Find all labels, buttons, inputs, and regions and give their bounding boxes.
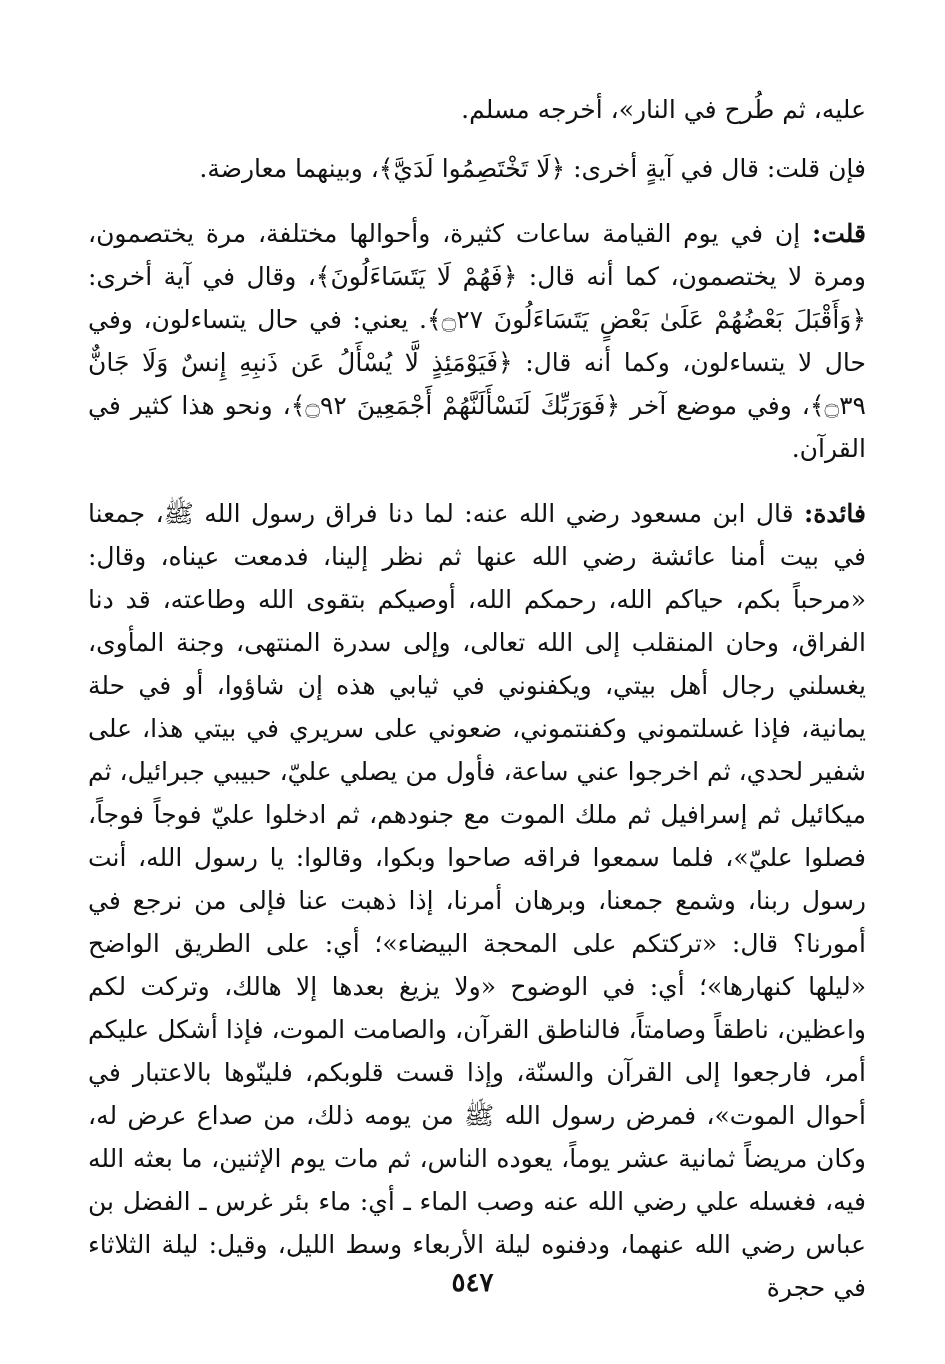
page-body <box>88 88 866 1309</box>
paragraph-2 <box>88 147 866 190</box>
paragraph-3-text: إن في يوم القيامة ساعات كثيرة، وأحوالها مختلفة، مرة يختصمون، ومرة لا يختصمون، كما أنه قال: ﴿فَهُمْ لَا يَتَسَاءَلُونَ﴾، وقال في آية أخرى: ﴿وَأَقْبَلَ بَعْضُهُمْ عَلَىٰ بَعْضٍ يَتَسَاءَلُونَ ۝٢٧﴾. يعني: في حال يتساءلون، وفي حال لا يتساءلون، وكما أنه قال: ﴿فَيَوْمَئِذٍ لَّا يُسْأَلُ عَن ذَنبِهِ إِنسٌ وَلَا جَانٌّ ۝٣٩﴾، وفي موضع آخر ﴿فَوَرَبِّكَ لَنَسْأَلَنَّهُمْ أَجْمَعِينَ ۝٩٢﴾، ونحو هذا كثير في القرآن. <box>88 219 866 463</box>
page-number: ٥٤٧ <box>451 1268 494 1298</box>
paragraph-gap <box>88 190 866 212</box>
paragraph-gap <box>88 131 866 147</box>
paragraph-4-lead: فائدة: <box>804 499 866 528</box>
paragraph-3 <box>88 212 866 470</box>
paragraph-gap <box>88 470 866 492</box>
paragraph-1 <box>88 88 866 131</box>
paragraph-4 <box>88 492 866 1309</box>
paragraph-3-lead: قلت: <box>811 219 866 248</box>
paragraph-2-text: فإن قلت: قال في آيةٍ أخرى: ﴿لَا تَخْتَصِمُوا لَدَيَّ﴾، وبينهما معارضة. <box>199 154 866 183</box>
paragraph-1-text: عليه، ثم طُرح في النار»، أخرجه مسلم. <box>461 95 866 124</box>
paragraph-4-text: قال ابن مسعود رضي الله عنه: لما دنا فراق رسول الله ﷺ، جمعنا في بيت أمنا عائشة رضي الله عنها ثم نظر إلينا، فدمعت عيناه، وقال: «مرحباً بكم، حياكم الله، رحمكم الله، أوصيكم بتقوى الله وطاعته، قد دنا الفراق، وحان المنقلب إلى الله تعالى، وإلى سدرة المنتهى، وجنة المأوى، يغسلني رجال أهل بيتي، ويكفنوني في ثيابي هذه إن شاؤوا، أو في حلة يمانية، فإذا غسلتموني وكفنتموني، ضعوني على سريري في بيتي هذا، على شفير لحدي، ثم اخرجوا عني ساعة، فأول من يصلي عليّ، حبيبي جبرائيل، ثم ميكائيل ثم إسرافيل ثم ملك الموت مع جنودهم، ثم ادخلوا عليّ فوجاً فوجاً، فصلوا عليّ»، فلما سمعوا فراقه صاحوا وبكوا، وقالوا: يا رسول الله، أنت رسول ربنا، وشمع جمعنا، وبرهان أمرنا، إذا ذهبت عنا فإلى من نرجع في أمورنا؟ قال: «تركتكم على المحجة البيضاء»؛ أي: على الطريق الواضح «ليلها كنهارها»؛ أي: في الوضوح «ولا يزيغ بعدها إلا هالك، وتركت لكم واعظين، ناطقاً وصامتاً، فالناطق القرآن، والصامت الموت، فإذا أشكل عليكم أمر، فارجعوا إلى القرآن والسنّة، وإذا قست قلوبكم، فلينّوها بالاعتبار في أحوال الموت»، فمرض رسول الله ﷺ من يومه ذلك، من صداع عرض له، وكان مريضاً ثمانية عشر يوماً، يعوده الناس، ثم مات يوم الإثنين، ما بعثه الله فيه، فغسله علي رضي الله عنه وصب الماء ـ أي: ماء بئر غرس ـ الفضل بن عباس رضي الله عنهما، ودفنوه ليلة الأربعاء وسط الليل، وقيل: ليلة الثلاثاء في حجرة <box>87 499 866 1302</box>
